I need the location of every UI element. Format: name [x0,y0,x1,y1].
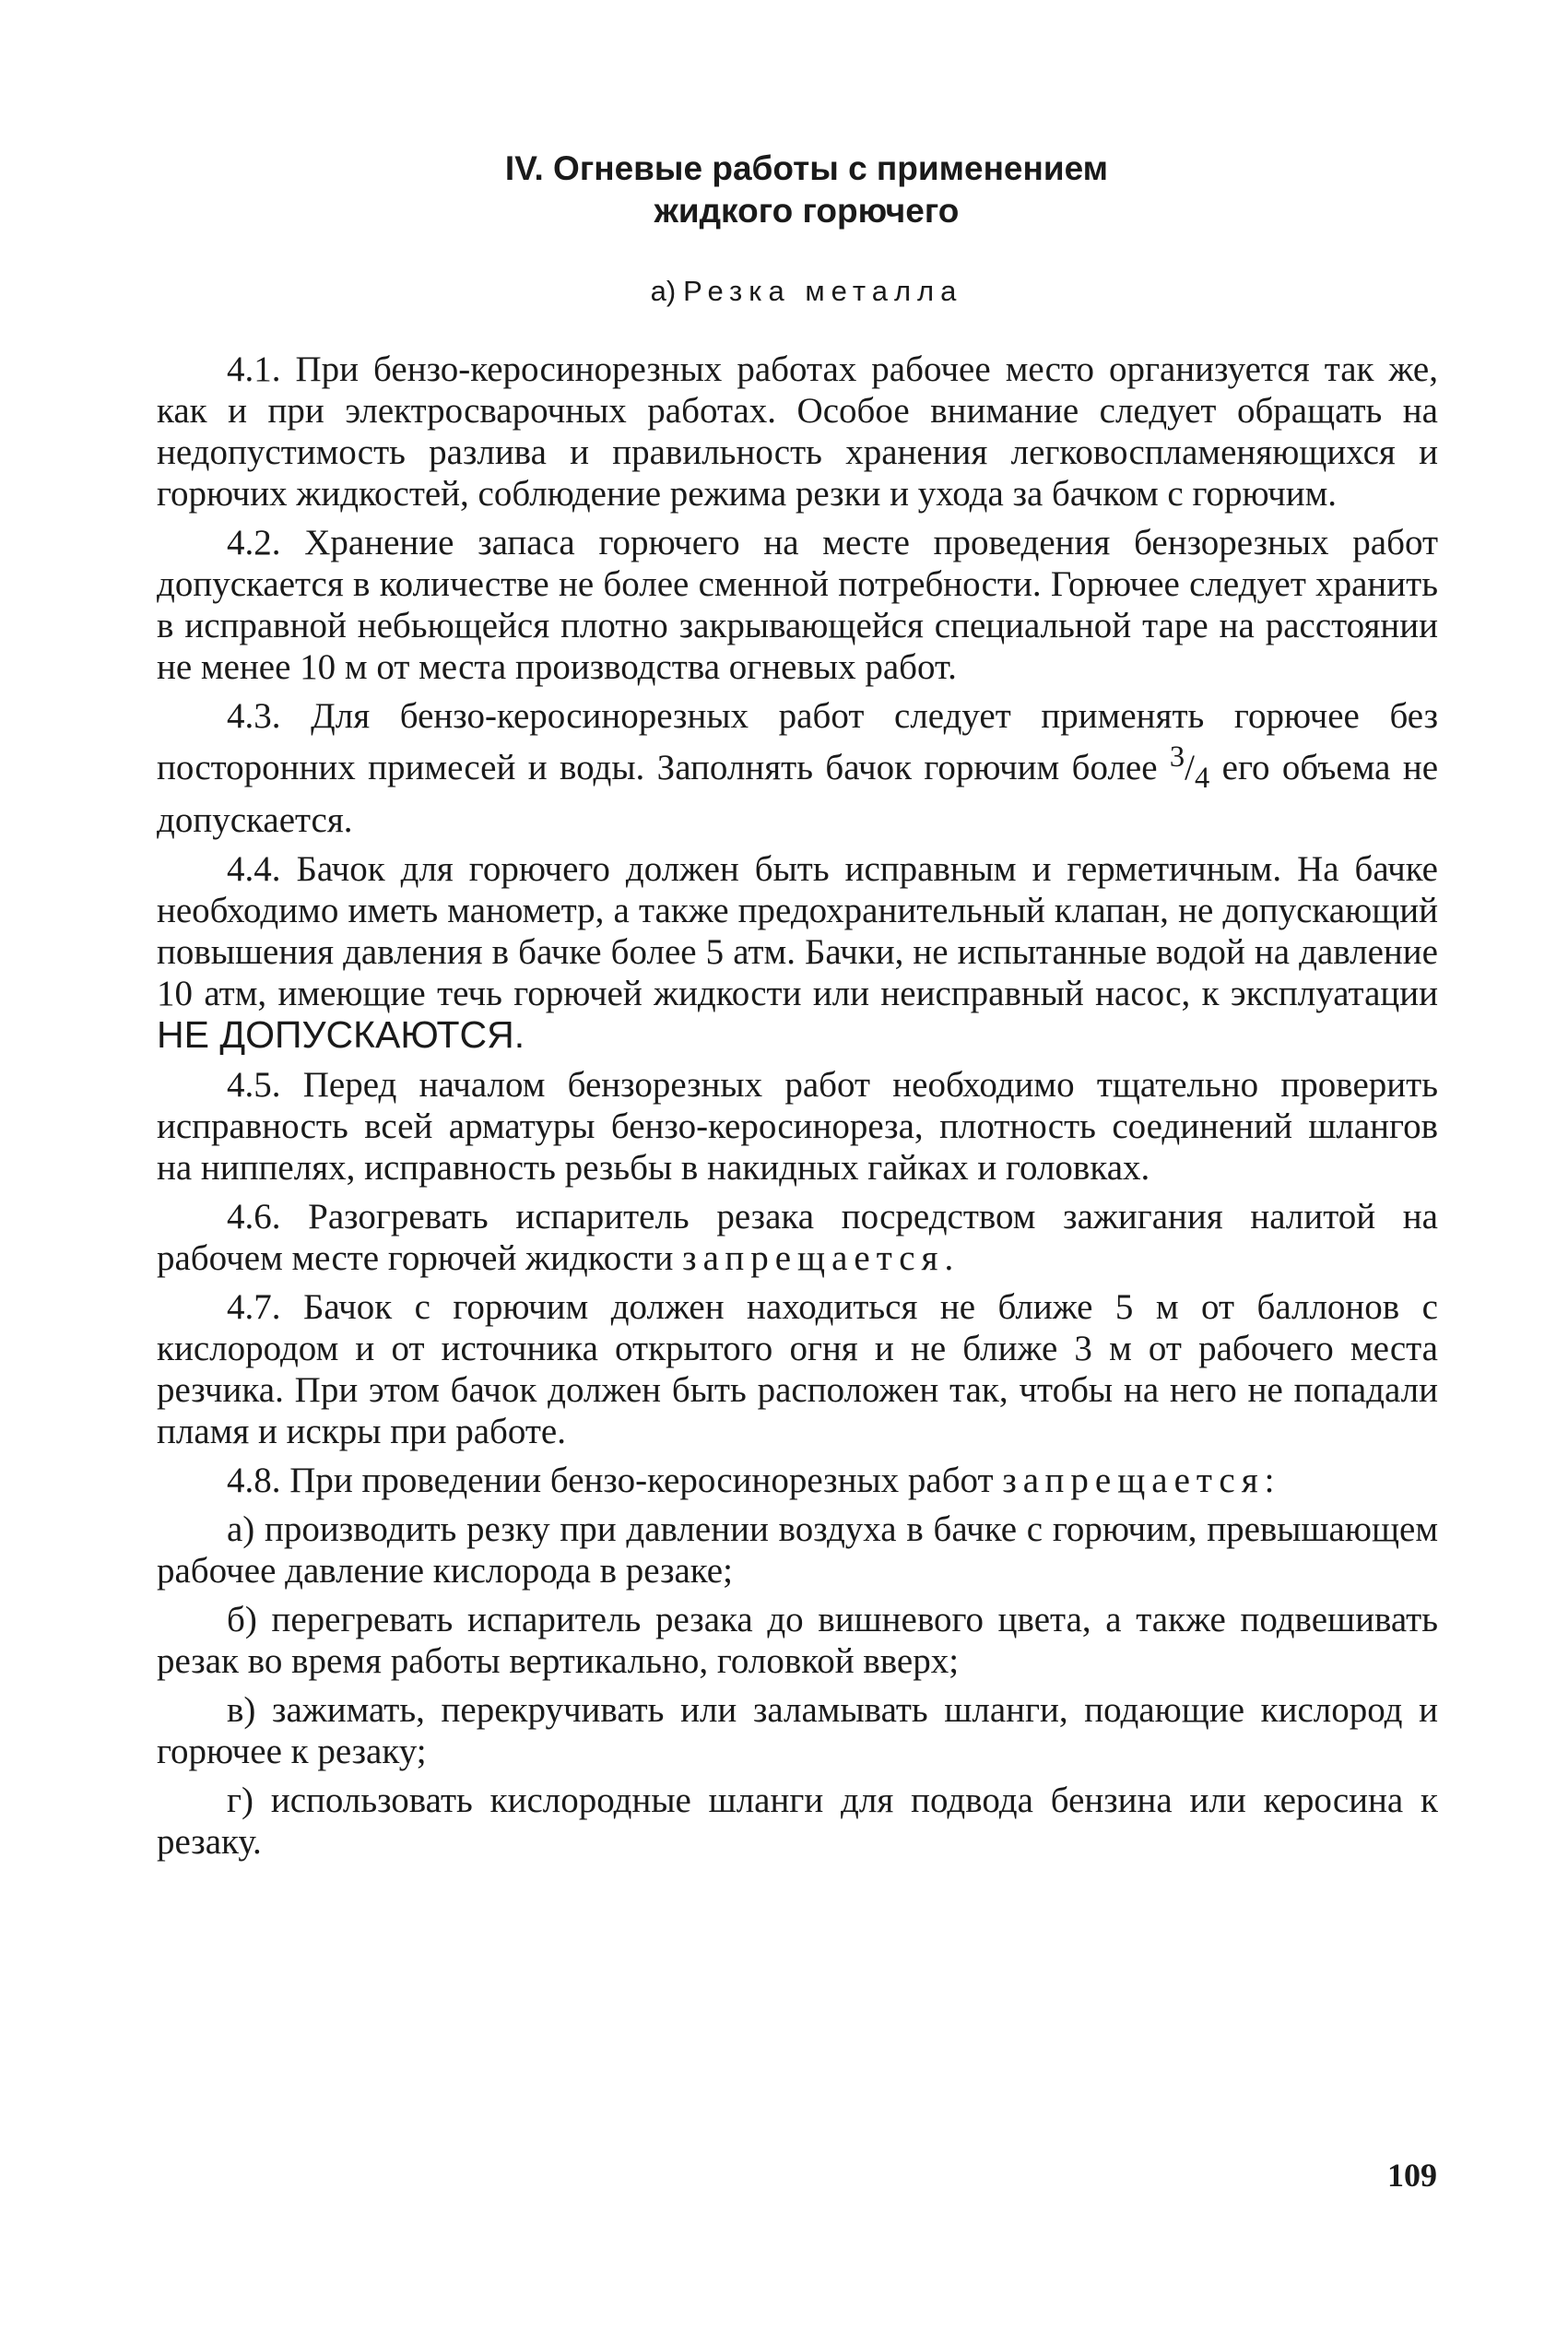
list-item-b: б) перегревать испаритель резака до вишневого цвета, а также подвешивать резак во время работы вертикально, головкой вверх; [157,1599,1438,1681]
paragraph-4-6 [157,1196,1438,1279]
paragraph-4-6-text: 4.6. Разогревать испаритель резака посредством зажигания налитой на рабочем месте горючей жидкости [157,1196,1438,1278]
paragraph-4-7: 4.7. Бачок с горючим должен находиться не ближе 5 м от баллонов с кислородом и от источника открытого огня и не ближе 3 м от рабочего места резчика. При этом бачок должен быть расположен так, чтобы на него не попадали пламя и искры при работе. [157,1286,1438,1451]
subsection-title-text: Резка металла [683,275,963,307]
fraction-slash: / [1185,748,1196,787]
paragraph-4-2: 4.2. Хранение запаса горючего на месте проведения бензорезных работ допускается в количестве не более сменной потребности. Горючее следует хранить в исправной небьющейся плотно закрывающейся специальной таре на расстоянии не менее 10 м от места производства огневых работ. [157,523,1438,687]
document-page [157,148,1438,1870]
subsection-letter: а) [650,275,677,307]
page-number: 109 [1387,2157,1437,2194]
paragraph-4-8-emphasis: запрещается: [1002,1460,1281,1500]
paragraph-4-1: 4.1. При бензо-керосинорезных работах рабочее место организуется так же, как и при электросварочных работах. Особое внимание следует обращать на недопустимость разлива и правильность хранения легковоспламеняющихся и горючих жидкостей, соблюдение режима резки и ухода за бачком с горючим. [157,349,1438,514]
section-title-line2: жидкого горючего [654,192,960,230]
paragraph-4-4-text: 4.4. Бачок для горючего должен быть исправным и герметичным. На бачке необходимо иметь манометр, а также предохранительный клапан, не допускающий повышения давления в бачке более 5 атм. Бачки, не испытанные водой на давление 10 атм, имеющие течь горючей жидкости или неисправный насос, к эксплуатации [157,848,1438,1013]
paragraph-4-8-text: 4.8. При проведении бензо-керосинорезных работ [227,1460,1003,1500]
paragraph-4-4 [157,848,1438,1057]
paragraph-4-6-emphasis: запрещается. [682,1237,961,1278]
section-title-line1: IV. Огневые работы с применением [504,149,1109,187]
list-item-g: г) использовать кислородные шланги для подвода бензина или керосина к резаку. [157,1780,1438,1862]
paragraph-4-8 [157,1460,1438,1501]
fraction-numerator: 3 [1169,740,1185,774]
subsection-title [175,275,1438,308]
paragraph-4-3 [157,695,1438,841]
list-item-a: а) производить резку при давлении воздуха в бачке с горючим, превышающем рабочее давление кислорода в резаке; [157,1509,1438,1591]
paragraph-4-5: 4.5. Перед началом бензорезных работ необходимо тщательно проверить исправность всей арматуры бензо-керосинореза, плотность соединений шлангов на ниппелях, исправность резьбы в накидных гайках и головках. [157,1064,1438,1188]
paragraph-4-4-emphasis: НЕ ДОПУСКАЮТСЯ. [157,1012,525,1056]
fraction-denominator: 4 [1195,761,1210,795]
paragraph-4-3-tail: его объема не допускается. [157,748,1438,840]
paragraph-4-3-text: 4.3. Для бензо-керосинорезных работ следует применять горючее без посторонних примесей и воды. Заполнять бачок горючим более [157,696,1438,787]
section-title [175,148,1438,232]
list-item-v: в) зажимать, перекручивать или заламывать шланги, подающие кислород и горючее к резаку; [157,1689,1438,1771]
